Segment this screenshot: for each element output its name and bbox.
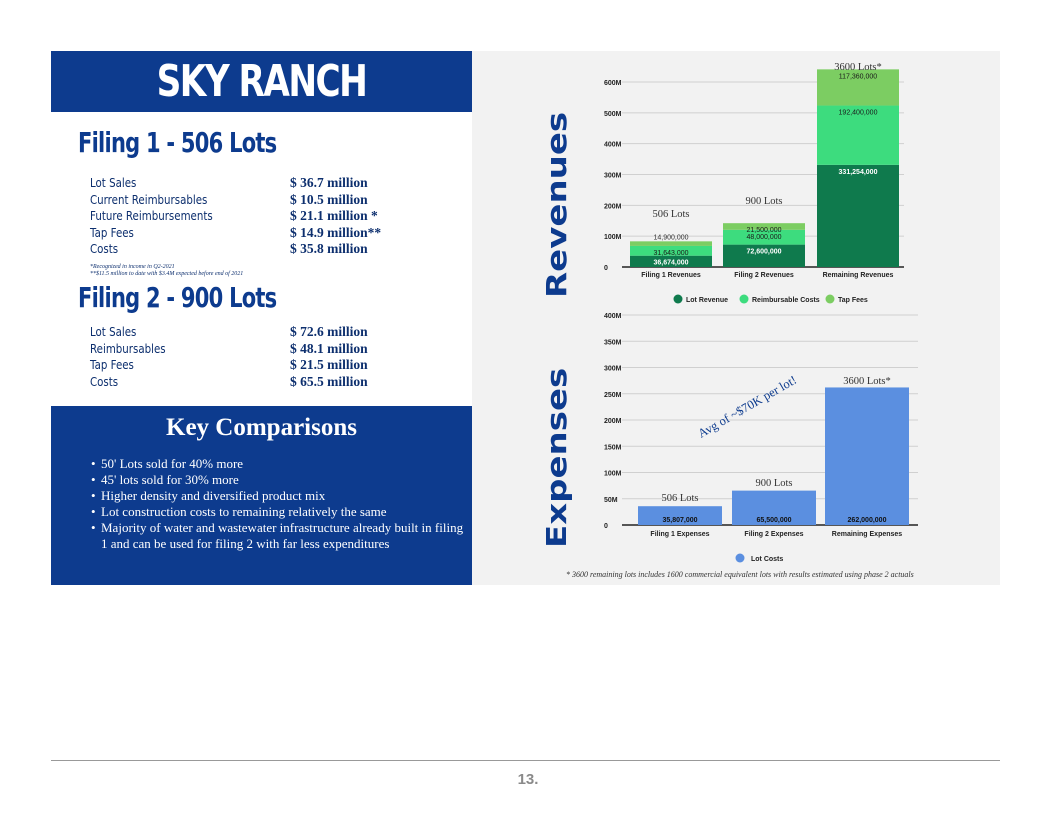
footer-divider xyxy=(51,760,1000,761)
legend-label: Tap Fees xyxy=(838,297,868,304)
y-tick-label: 400M xyxy=(604,141,622,149)
x-tick-label: Filing 1 Expenses xyxy=(650,531,710,538)
x-tick-label: Filing 1 Revenues xyxy=(641,272,701,279)
y-tick-label: 200M xyxy=(604,418,622,425)
lots-annotation: 900 Lots xyxy=(755,478,793,489)
legend-label: Lot Revenue xyxy=(686,297,729,304)
filing1-row xyxy=(90,225,381,242)
list-item: • 50' Lots sold for 40% more xyxy=(91,456,466,472)
y-tick-label: 250M xyxy=(604,391,622,399)
filing1-list xyxy=(90,175,381,258)
data-label: 72,600,000 xyxy=(746,248,782,256)
x-tick-label: Filing 2 Expenses xyxy=(744,531,804,538)
item-label: Reimbursables xyxy=(90,340,166,356)
legend-swatch xyxy=(736,554,745,563)
x-tick-label: Filing 2 Revenues xyxy=(734,272,794,279)
legend-swatch xyxy=(826,295,835,304)
y-tick-label: 0 xyxy=(604,265,608,272)
filing2-row xyxy=(90,341,368,358)
data-label: 21,500,000 xyxy=(746,227,782,235)
item-value: $ 48.1 million xyxy=(290,340,368,356)
footnote-line: **$11.5 million to date with $3.4M expected before end of 2021 xyxy=(90,271,244,277)
lots-annotation: 3600 Lots* xyxy=(834,62,882,73)
lots-annotation: 900 Lots xyxy=(745,196,783,207)
filing1-row xyxy=(90,241,381,258)
data-label: 331,254,000 xyxy=(838,168,878,176)
filing1-row xyxy=(90,192,381,209)
bar-segment xyxy=(630,241,712,246)
footnote-line: *Recognized in income in Q2-2021 xyxy=(90,264,175,270)
item-label: Current Reimbursables xyxy=(90,191,208,207)
legend-swatch xyxy=(740,295,749,304)
data-label: 31,643,000 xyxy=(653,249,689,257)
filing1-heading: Filing 1 - 506 Lots xyxy=(78,126,277,159)
y-tick-label: 600M xyxy=(604,80,622,87)
item-value: $ 21.1 million * xyxy=(290,208,378,224)
filing2-heading: Filing 2 - 900 Lots xyxy=(78,281,277,314)
bar xyxy=(825,387,909,525)
item-label: Tap Fees xyxy=(90,357,134,373)
y-tick-label: 0 xyxy=(604,523,608,530)
lots-annotation: 506 Lots xyxy=(652,209,690,220)
legend-swatch xyxy=(674,295,683,304)
list-item: • Majority of water and wastewater infrastructure already built in filing 1 and can be used for filing 2 with far less expenditures xyxy=(91,520,466,552)
data-label: 48,000,000 xyxy=(746,233,782,241)
item-label: Costs xyxy=(90,373,119,389)
item-label: Tap Fees xyxy=(90,224,134,240)
data-label: 14,900,000 xyxy=(653,234,689,242)
item-value: $ 36.7 million xyxy=(290,175,368,190)
data-label: 262,000,000 xyxy=(847,517,887,524)
filing2-row xyxy=(90,357,368,374)
y-tick-label: 100M xyxy=(604,470,622,478)
avg-cost-annotation: Avg of ~$70K per lot! xyxy=(695,372,799,441)
lots-annotation: 3600 Lots* xyxy=(843,376,891,387)
page-number: 13. xyxy=(517,771,539,788)
item-value: $ 10.5 million xyxy=(290,191,368,207)
data-label: 35,807,000 xyxy=(662,517,698,524)
data-label: 192,400,000 xyxy=(838,109,878,117)
data-label: 65,500,000 xyxy=(756,517,792,524)
y-tick-label: 50M xyxy=(604,496,618,504)
page-title: SKY RANCH xyxy=(156,56,367,107)
x-tick-label: Remaining Expenses xyxy=(831,531,903,538)
key-comparisons-box xyxy=(51,406,472,585)
filing1-footnote xyxy=(90,264,243,278)
y-tick-label: 100M xyxy=(604,234,622,242)
item-value: $ 21.5 million xyxy=(290,357,368,373)
item-label: Lot Sales xyxy=(90,175,137,190)
item-value: $ 65.5 million xyxy=(290,373,368,389)
bar-segment xyxy=(817,165,899,267)
y-tick-label: 500M xyxy=(604,110,622,118)
y-tick-label: 350M xyxy=(604,339,622,347)
item-value: $ 72.6 million xyxy=(290,324,368,339)
title-bar xyxy=(51,51,472,112)
y-tick-label: 150M xyxy=(604,444,622,452)
item-label: Future Reimbursements xyxy=(90,208,213,224)
charts-panel xyxy=(472,51,1000,585)
item-label: Costs xyxy=(90,241,119,257)
slide xyxy=(51,51,1000,585)
y-tick-label: 300M xyxy=(604,172,622,180)
x-tick-label: Remaining Revenues xyxy=(822,272,894,279)
filing1-row xyxy=(90,208,381,225)
filing1-row xyxy=(90,175,381,192)
y-tick-label: 200M xyxy=(604,203,622,211)
item-value: $ 35.8 million xyxy=(290,241,368,257)
y-tick-label: 400M xyxy=(604,313,622,320)
lots-annotation: 506 Lots xyxy=(661,493,699,504)
list-item: • Lot construction costs to remaining relatively the same xyxy=(91,504,466,520)
data-label: 117,360,000 xyxy=(838,73,878,81)
charts-svg xyxy=(472,51,1000,585)
chart-footnote: * 3600 remaining lots includes 1600 commercial equivalent lots with results estimated using phase 2 actuals xyxy=(566,570,914,579)
list-item: • 45' lots sold for 30% more xyxy=(91,472,466,488)
key-comparisons-heading: Key Comparisons xyxy=(166,414,357,441)
legend-label: Reimbursable Costs xyxy=(752,297,820,304)
item-label: Lot Sales xyxy=(90,324,137,339)
filing2-list xyxy=(90,324,368,390)
legend-label: Lot Costs xyxy=(751,556,784,563)
key-comparisons-list xyxy=(51,456,472,552)
left-panel xyxy=(51,51,472,585)
data-label: 36,674,000 xyxy=(653,259,689,267)
filing2-row xyxy=(90,324,368,341)
filing2-row xyxy=(90,374,368,391)
y-tick-label: 300M xyxy=(604,365,622,373)
revenues-label: Revenues xyxy=(541,111,573,298)
expenses-label: Expenses xyxy=(541,367,573,548)
list-item: • Higher density and diversified product mix xyxy=(91,488,466,504)
item-value: $ 14.9 million** xyxy=(290,224,382,240)
